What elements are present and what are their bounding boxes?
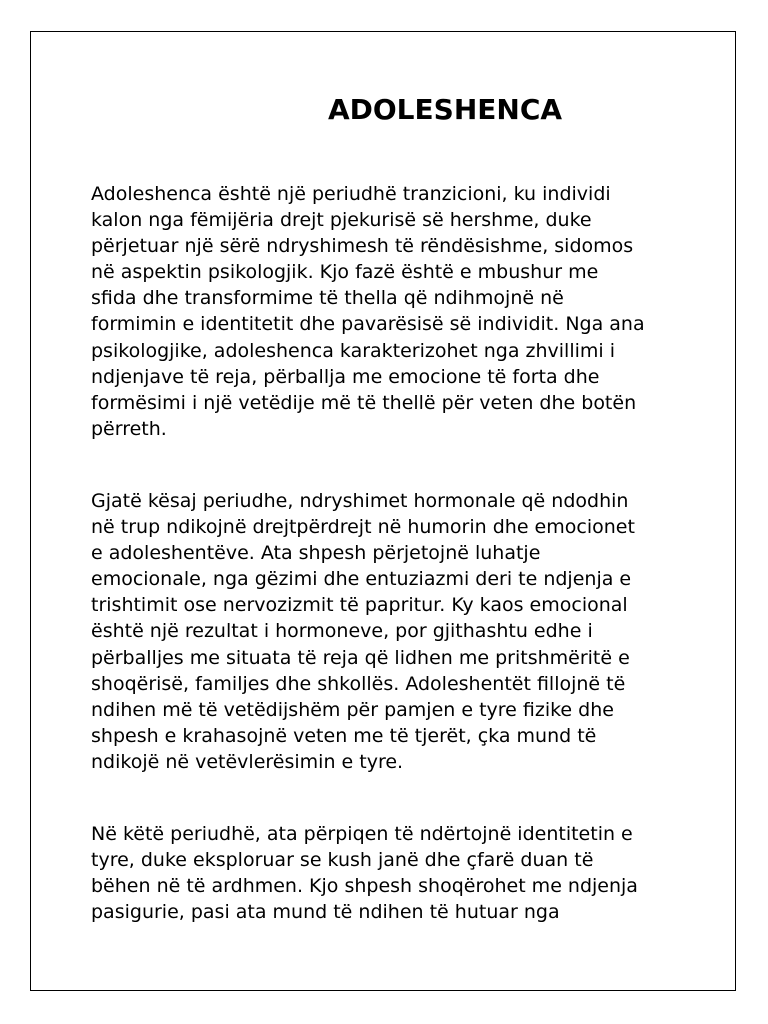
text-line: shpesh e krahasojnë veten me të tjerët, çka mund të [91,724,597,747]
text-line: formimin e identitetit dhe pavarësisë së individit. Nga ana [91,313,645,336]
text-line: ndihen më të vetëdijshëm për pamjen e tyre fizike dhe [91,698,614,721]
text-line: e adoleshentëve. Ata shpesh përjetojnë luhatje [91,542,541,565]
text-line: ndjenjave të reja, përballja me emocione të forta dhe [91,365,600,388]
text-line: trishtimit ose nervozizmit të papritur. Ky kaos emocional [91,594,628,617]
paragraph-3 [91,821,681,925]
text-line: në trup ndikojnë drejtpërdrejt në humorin dhe emocionet [91,516,635,539]
text-line: emocionale, nga gëzimi dhe entuziazmi deri te ndjenja e [91,568,632,591]
text-line: bëhen në të ardhmen. Kjo shpesh shoqërohet me ndjenja [91,875,638,898]
text-line: përreth. [91,417,167,440]
text-line: Adoleshenca është një periudhë tranzicioni, ku individi [91,183,611,205]
text-line: psikologjike, adoleshenca karakterizohet nga zhvillimi i [91,339,615,362]
document-page [30,31,736,991]
text-line: Gjatë kësaj periudhe, ndryshimet hormonale që ndodhin [91,490,629,512]
text-line: ndikojë në vetëvlerësimin e tyre. [91,750,404,773]
text-line: tyre, duke eksploruar se kush janë dhe çfarë duan të [91,849,594,872]
text-line: shoqërisë, familjes dhe shkollës. Adoleshentët fillojnë të [91,672,626,695]
text-line: përballjes me situata të reja që lidhen me pritshmëritë e [91,646,630,669]
text-line: është një rezultat i hormoneve, por gjithashtu edhe i [91,620,593,643]
text-line: formësimi i një vetëdije më të thellë për veten dhe botën [91,391,637,414]
text-line: sfida dhe transformime të thella që ndihmojnë në [91,287,564,310]
text-line: kalon nga fëmijëria drejt pjekurisë së hershme, duke [91,209,592,232]
document-title: ADOLESHENCA [327,93,563,126]
text-line: pasigurie, pasi ata mund të ndihen të hutuar nga [91,901,560,924]
text-line: përjetuar një sërë ndryshimesh të rëndësishme, sidomos [91,235,634,258]
paragraph-1 [91,181,681,442]
text-line: në aspektin psikologjik. Kjo fazë është e mbushur me [91,261,599,284]
text-line: Në këtë periudhë, ata përpiqen të ndërtojnë identitetin e [91,823,633,845]
paragraph-2 [91,488,681,775]
